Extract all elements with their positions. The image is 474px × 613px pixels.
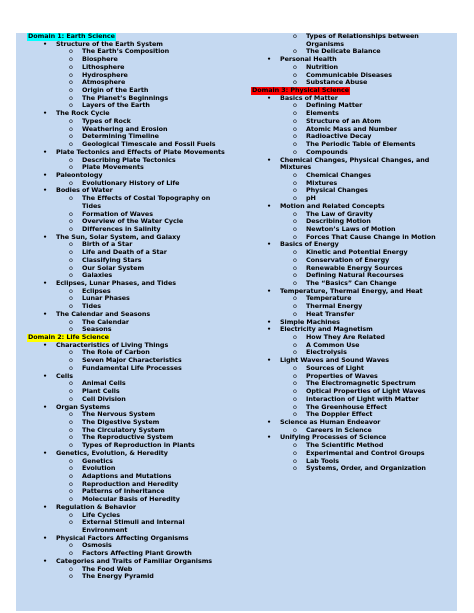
bullet-circle-icon: o: [69, 286, 73, 295]
subtopic-label: Compounds: [306, 147, 348, 156]
subtopic-label: Physical Changes: [306, 186, 368, 195]
subtopic-label: Atomic Mass and Number: [306, 124, 397, 133]
subtopic-label: The Electromagnetic Spectrum: [306, 379, 416, 388]
subtopic-label: Factors Affecting Plant Growth: [82, 549, 192, 558]
topic-item-the-rock-cycle: [27, 110, 255, 118]
bullet-circle-icon: o: [293, 348, 297, 357]
bullet-circle-icon: o: [293, 147, 297, 156]
subtopic-label: Substance Abuse: [306, 78, 368, 87]
topic-item-physical-factors-affecting-organisms: [27, 535, 255, 543]
bullet-circle-icon: o: [69, 155, 73, 164]
subtopic-label: Nutrition: [306, 62, 339, 71]
bullet-circle-icon: o: [69, 441, 73, 450]
bullet-circle-icon: o: [293, 402, 297, 411]
topic-label: Plate Tectonics and Effects of Plate Movements: [56, 147, 225, 156]
subtopic-label: Reproduction and Heredity: [82, 479, 179, 488]
subtopic-item-the-calendar: [27, 319, 255, 327]
topic-label: Categories and Traits of Familiar Organisms: [56, 556, 213, 565]
domain-heading-label: Domain 3: Physical Science: [252, 86, 350, 95]
bullet-circle-icon: o: [293, 309, 297, 318]
bullet-circle-icon: o: [293, 340, 297, 349]
subtopic-label: The Reproductive System: [82, 433, 174, 442]
subtopic-label: Overview of the Water Cycle: [82, 217, 184, 226]
subtopic-label: Lab Tools: [306, 456, 340, 465]
topic-item-genetics-evolution-heredity: [27, 450, 255, 458]
subtopic-item-experimental-and-control-groups: [251, 450, 456, 458]
subtopic-label: Plate Movements: [82, 163, 144, 172]
bullet-circle-icon: o: [293, 387, 297, 396]
bullet-circle-icon: o: [69, 240, 73, 249]
subtopic-label: A Common Use: [306, 340, 360, 349]
subtopic-label: Experimental and Control Groups: [306, 448, 425, 457]
topic-label: Cells: [56, 371, 73, 380]
subtopic-label: The Greenhouse Effect: [306, 402, 387, 411]
bullet-dot-icon: •: [43, 186, 48, 195]
bullet-dot-icon: •: [43, 232, 48, 241]
bullet-circle-icon: o: [69, 495, 73, 504]
bullet-circle-icon: o: [293, 363, 297, 372]
bullet-dot-icon: •: [267, 201, 272, 210]
bullet-circle-icon: o: [293, 224, 297, 233]
subtopic-label: Patterns of Inheritance: [82, 487, 165, 496]
bullet-circle-icon: o: [293, 394, 297, 403]
subtopic-label: Eclipses: [82, 286, 111, 295]
bullet-circle-icon: o: [69, 425, 73, 434]
bullet-circle-icon: o: [293, 109, 297, 118]
bullet-circle-icon: o: [69, 410, 73, 419]
subtopic-label: Genetics: [82, 456, 113, 465]
bullet-dot-icon: •: [43, 340, 48, 349]
left-column: [27, 33, 255, 581]
subtopic-continuation: Environment: [82, 526, 128, 534]
bullet-circle-icon: o: [293, 178, 297, 187]
subtopic-label: Animal Cells: [82, 379, 126, 388]
bullet-circle-icon: o: [293, 32, 297, 40]
subtopic-label: Biosphere: [82, 55, 118, 64]
bullet-circle-icon: o: [69, 433, 73, 442]
subtopic-label: Optical Properties of Light Waves: [306, 387, 426, 396]
subtopic-label: Interaction of Light with Matter: [306, 394, 419, 403]
subtopic-label: Heat Transfer: [306, 309, 355, 318]
subtopic-label: pH: [306, 194, 316, 203]
topic-label: Characteristics of Living Things: [56, 340, 169, 349]
bullet-circle-icon: o: [293, 217, 297, 226]
subtopic-label: Types of Relationships between: [306, 32, 419, 40]
topic-label: Eclipses, Lunar Phases, and Tides: [56, 279, 176, 287]
subtopic-label: Galaxies: [82, 271, 113, 280]
subtopic-label: Types of Rock: [82, 116, 131, 125]
topic-label: Regulation & Behavior: [56, 502, 137, 511]
subtopic-label: Temperature: [306, 294, 352, 303]
topic-label: Basics of Energy: [280, 240, 339, 249]
subtopic-label: Seven Major Characteristics: [82, 356, 182, 365]
subtopic-label: Atmosphere: [82, 78, 126, 87]
bullet-dot-icon: •: [267, 356, 272, 365]
bullet-circle-icon: o: [69, 564, 73, 573]
topic-label: Science as Human Endeavor: [280, 417, 381, 426]
bullet-dot-icon: •: [267, 417, 272, 426]
subtopic-label: Communicable Diseases: [306, 70, 392, 79]
subtopic-item-systems-order-and-organization: [251, 465, 456, 473]
subtopic-label: Sources of Light: [306, 363, 364, 372]
subtopic-label: Mixtures: [306, 178, 338, 187]
subtopic-label: Layers of the Earth: [82, 101, 150, 110]
subtopic-item-animal-cells: [27, 380, 255, 388]
topic-label: Paleontology: [56, 170, 103, 179]
topic-label: Physical Factors Affecting Organisms: [56, 533, 189, 542]
topic-item-regulation-behavior: [27, 504, 255, 512]
bullet-circle-icon: o: [293, 116, 297, 125]
bullet-dot-icon: •: [267, 55, 272, 64]
subtopic-label: Birth of a Star: [82, 240, 133, 249]
subtopic-label: Evolution: [82, 464, 116, 473]
bullet-circle-icon: o: [69, 271, 73, 280]
bullet-circle-icon: o: [69, 217, 73, 226]
topic-label: Personal Health: [280, 55, 337, 64]
bullet-circle-icon: o: [69, 456, 73, 465]
subtopic-label: Seasons: [82, 325, 112, 334]
bullet-dot-icon: •: [267, 325, 272, 334]
bullet-dot-icon: •: [267, 240, 272, 249]
topic-label: Light Waves and Sound Waves: [280, 356, 389, 365]
bullet-dot-icon: •: [43, 402, 48, 411]
bullet-dot-icon: •: [43, 279, 48, 287]
subtopic-label: The Planet’s Beginnings: [82, 93, 169, 102]
bullet-dot-icon: •: [267, 286, 272, 295]
bullet-circle-icon: o: [293, 448, 297, 457]
subtopic-item-the-energy-pyramid: [27, 573, 255, 581]
topic-item-cells: [27, 373, 255, 381]
subtopic-label: Defining Natural Recourses: [306, 271, 404, 280]
subtopic-item-chemical-changes: [251, 172, 456, 180]
subtopic-label: Careers in Science: [306, 425, 372, 434]
bullet-circle-icon: o: [293, 194, 297, 203]
subtopic-label: Cell Division: [82, 394, 126, 403]
subtopic-label: Electrolysis: [306, 348, 347, 357]
subtopic-item-types-of-relationships-between: [251, 33, 456, 41]
topic-label: Simple Machines: [280, 317, 340, 326]
bullet-circle-icon: o: [69, 325, 73, 334]
bullet-dot-icon: •: [267, 317, 272, 326]
subtopic-label: Tides: [82, 302, 102, 311]
bullet-circle-icon: o: [293, 333, 297, 342]
bullet-circle-icon: o: [69, 549, 73, 558]
subtopic-label: Describing Motion: [306, 217, 371, 226]
bullet-circle-icon: o: [69, 294, 73, 303]
bullet-circle-icon: o: [69, 464, 73, 473]
subtopic-item-eclipses: [27, 288, 255, 296]
bullet-circle-icon: o: [293, 248, 297, 257]
topic-item-the-sun-solar-system-and-galaxy: [27, 234, 255, 242]
subtopic-label: Hydrosphere: [82, 70, 128, 79]
subtopic-label: Thermal Energy: [306, 302, 363, 311]
subtopic-label: The Role of Carbon: [82, 348, 150, 357]
bullet-circle-icon: o: [69, 194, 73, 203]
bullet-circle-icon: o: [293, 70, 297, 79]
bullet-circle-icon: o: [293, 302, 297, 311]
subtopic-item-hydrosphere: [27, 72, 255, 80]
bullet-dot-icon: •: [43, 556, 48, 565]
topic-item-categories-and-traits-of-familiar-organisms: [27, 558, 255, 566]
bullet-circle-icon: o: [293, 294, 297, 303]
subtopic-item-lithosphere: [27, 64, 255, 72]
subtopic-label: The Nervous System: [82, 410, 156, 419]
subtopic-item-a-common-use: [251, 342, 456, 350]
subtopic-label: Chemical Changes: [306, 170, 371, 179]
subtopic-label: Osmosis: [82, 541, 112, 550]
subtopic-label: Types of Reproduction in Plants: [82, 441, 195, 450]
bullet-circle-icon: o: [69, 55, 73, 64]
topic-label: The Calendar and Seasons: [56, 309, 151, 318]
subtopic-label: Conservation of Energy: [306, 255, 390, 264]
topic-label: Chemical Changes, Physical Changes, and Mixtures: [280, 155, 430, 172]
subtopic-item-lunar-phases: [27, 295, 255, 303]
bullet-circle-icon: o: [69, 255, 73, 264]
bullet-circle-icon: o: [69, 572, 73, 581]
topic-item-chemical-changes-physical-changes-and-mixtures: [251, 157, 456, 172]
subtopic-label: The Effects of Costal Topography on: [82, 194, 211, 203]
subtopic-item-genetics: [27, 458, 255, 466]
bullet-circle-icon: o: [293, 441, 297, 450]
bullet-circle-icon: o: [69, 518, 73, 527]
bullet-circle-icon: o: [69, 471, 73, 480]
bullet-circle-icon: o: [69, 140, 73, 149]
subtopic-label: Defining Matter: [306, 101, 363, 110]
bullet-dot-icon: •: [267, 155, 272, 164]
topic-label: Electricity and Magnetism: [280, 325, 373, 334]
subtopic-item-our-solar-system: [27, 265, 255, 273]
bullet-dot-icon: •: [43, 371, 48, 380]
bullet-circle-icon: o: [69, 101, 73, 110]
bullet-circle-icon: o: [69, 348, 73, 357]
bullet-dot-icon: •: [43, 147, 48, 156]
subtopic-label: Lithosphere: [82, 62, 125, 71]
subtopic-label: Kinetic and Potential Energy: [306, 248, 408, 257]
bullet-circle-icon: o: [69, 132, 73, 141]
bullet-dot-icon: •: [43, 448, 48, 457]
subtopic-label: Origin of the Earth: [82, 86, 149, 95]
bullet-circle-icon: o: [69, 248, 73, 257]
subtopic-label: Evolutionary History of Life: [82, 178, 180, 187]
subtopic-label: Systems, Order, and Organization: [306, 464, 426, 473]
bullet-dot-icon: •: [43, 533, 48, 542]
bullet-circle-icon: o: [293, 140, 297, 149]
domain-heading-label: Domain 1: Earth Science: [28, 32, 115, 40]
subtopic-label: Radioactive Decay: [306, 132, 372, 141]
bullet-circle-icon: o: [293, 464, 297, 473]
subtopic-item-plant-cells: [27, 388, 255, 396]
subtopic-label: Formation of Waves: [82, 209, 153, 218]
topic-label: Unifying Processes of Science: [280, 433, 387, 442]
bullet-circle-icon: o: [69, 124, 73, 133]
bullet-circle-icon: o: [69, 47, 73, 56]
bullet-circle-icon: o: [293, 78, 297, 87]
subtopic-label: Our Solar System: [82, 263, 145, 272]
subtopic-label: Forces That Cause Change in Motion: [306, 232, 436, 241]
subtopic-label: Elements: [306, 109, 339, 118]
subtopic-continuation: Organisms: [306, 39, 345, 48]
subtopic-label: The Delicate Balance: [306, 47, 381, 56]
subtopic-item-physical-changes: [251, 187, 456, 195]
bullet-circle-icon: o: [69, 209, 73, 218]
bullet-circle-icon: o: [69, 302, 73, 311]
topic-item-eclipses-lunar-phases-and-tides: [27, 280, 255, 288]
subtopic-label: The Earth’s Composition: [82, 47, 170, 56]
bullet-circle-icon: o: [293, 379, 297, 388]
bullet-dot-icon: •: [43, 502, 48, 511]
bullet-circle-icon: o: [293, 124, 297, 133]
subtopic-label: The Law of Gravity: [306, 209, 373, 218]
bullet-circle-icon: o: [293, 279, 297, 287]
topic-label: Motion and Related Concepts: [280, 201, 385, 210]
subtopic-label: Determining Timeline: [82, 132, 159, 141]
bullet-circle-icon: o: [69, 487, 73, 496]
bullet-circle-icon: o: [293, 186, 297, 195]
subtopic-item-biosphere: [27, 56, 255, 64]
subtopic-label: The Food Web: [82, 564, 133, 573]
subtopic-label: Newton’s Laws of Motion: [306, 224, 396, 233]
subtopic-label: Differences in Salinity: [82, 224, 161, 233]
bullet-dot-icon: •: [43, 170, 48, 179]
bullet-circle-icon: o: [69, 541, 73, 550]
bullet-circle-icon: o: [69, 417, 73, 426]
subtopic-label: The Calendar: [82, 317, 129, 326]
bullet-circle-icon: o: [69, 356, 73, 365]
bullet-circle-icon: o: [69, 224, 73, 233]
topic-label: Temperature, Thermal Energy, and Heat: [280, 286, 423, 295]
subtopic-label: Properties of Waves: [306, 371, 378, 380]
bullet-circle-icon: o: [69, 163, 73, 172]
subtopic-label: The Energy Pyramid: [82, 572, 154, 581]
subtopic-continuation: Tides: [82, 201, 102, 210]
topic-label: The Rock Cycle: [56, 109, 110, 118]
bullet-circle-icon: o: [293, 263, 297, 272]
bullet-circle-icon: o: [293, 371, 297, 380]
subtopic-item-the-effects-of-costal-topography-on: [27, 195, 255, 203]
subtopic-item-external-stimuli-and-internal: [27, 519, 255, 527]
bullet-circle-icon: o: [69, 178, 73, 187]
bullet-circle-icon: o: [69, 479, 73, 488]
topic-label: Organ Systems: [56, 402, 111, 411]
topic-label: Basics of Matter: [280, 93, 338, 102]
subtopic-item-the-periodic-table-of-elements: [251, 141, 456, 149]
subtopic-label: Geological Timescale and Fossil Fuels: [82, 140, 216, 149]
topic-label: Structure of the Earth System: [56, 39, 163, 48]
topic-item-personal-health: [251, 56, 456, 64]
subtopic-label: External Stimuli and Internal: [82, 518, 185, 527]
subtopic-label: The “Basics” Can Change: [306, 279, 397, 287]
bullet-circle-icon: o: [69, 363, 73, 372]
bullet-dot-icon: •: [267, 93, 272, 102]
subtopic-label: The Scientific Method: [306, 441, 384, 450]
subtopic-label: Lunar Phases: [82, 294, 130, 303]
subtopic-item-the-earth-s-composition: [27, 48, 255, 56]
subtopic-label: Life Cycles: [82, 510, 121, 519]
topic-label: Bodies of Water: [56, 186, 113, 195]
bullet-circle-icon: o: [69, 510, 73, 519]
bullet-circle-icon: o: [293, 47, 297, 56]
bullet-circle-icon: o: [293, 62, 297, 71]
subtopic-item-defining-matter: [251, 102, 456, 110]
bullet-dot-icon: •: [43, 109, 48, 118]
bullet-circle-icon: o: [293, 456, 297, 465]
subtopic-label: The Circulatory System: [82, 425, 165, 434]
bullet-circle-icon: o: [69, 116, 73, 125]
subtopic-label: Weathering and Erosion: [82, 124, 168, 133]
bullet-circle-icon: o: [293, 410, 297, 419]
bullet-circle-icon: o: [293, 425, 297, 434]
subtopic-label: The Doppler Effect: [306, 410, 373, 419]
topic-item-temperature-thermal-energy-and-heat: [251, 288, 456, 296]
bullet-dot-icon: •: [43, 39, 48, 48]
subtopic-label: The Digestive System: [82, 417, 160, 426]
subtopic-label: Molecular Basis of Heredity: [82, 495, 180, 504]
bullet-circle-icon: o: [293, 271, 297, 280]
subtopic-label: Renewable Energy Sources: [306, 263, 403, 272]
bullet-circle-icon: o: [69, 379, 73, 388]
topic-label: The Sun, Solar System, and Galaxy: [56, 232, 181, 241]
subtopic-label: Fundamental Life Processes: [82, 363, 182, 372]
bullet-circle-icon: o: [69, 317, 73, 326]
bullet-dot-icon: •: [43, 309, 48, 318]
domain-heading-label: Domain 2: Life Science: [28, 333, 109, 342]
bullet-circle-icon: o: [293, 132, 297, 141]
subtopic-label: Adaptions and Mutations: [82, 471, 172, 480]
bullet-circle-icon: o: [69, 263, 73, 272]
bullet-circle-icon: o: [69, 78, 73, 87]
subtopic-label: Classifying Stars: [82, 255, 142, 264]
bullet-circle-icon: o: [69, 70, 73, 79]
bullet-circle-icon: o: [69, 62, 73, 71]
subtopic-label: How They Are Related: [306, 333, 385, 342]
right-column: [251, 33, 456, 473]
topic-item-the-calendar-and-seasons: [27, 311, 255, 319]
subtopic-label: Structure of an Atom: [306, 116, 381, 125]
bullet-circle-icon: o: [293, 232, 297, 241]
subtopic-label: The Periodic Table of Elements: [306, 140, 416, 149]
bullet-circle-icon: o: [69, 387, 73, 396]
bullet-circle-icon: o: [293, 170, 297, 179]
bullet-circle-icon: o: [293, 255, 297, 264]
bullet-dot-icon: •: [267, 433, 272, 442]
bullet-circle-icon: o: [293, 209, 297, 218]
outline-page: [16, 33, 457, 611]
bullet-circle-icon: o: [69, 93, 73, 102]
bullet-circle-icon: o: [293, 101, 297, 110]
bullet-circle-icon: o: [69, 86, 73, 95]
bullet-circle-icon: o: [69, 394, 73, 403]
subtopic-label: Plant Cells: [82, 387, 120, 396]
subtopic-label: Describing Plate Tectonics: [82, 155, 176, 164]
topic-label: Genetics, Evolution, & Heredity: [56, 448, 168, 457]
subtopic-label: Life and Death of a Star: [82, 248, 167, 257]
